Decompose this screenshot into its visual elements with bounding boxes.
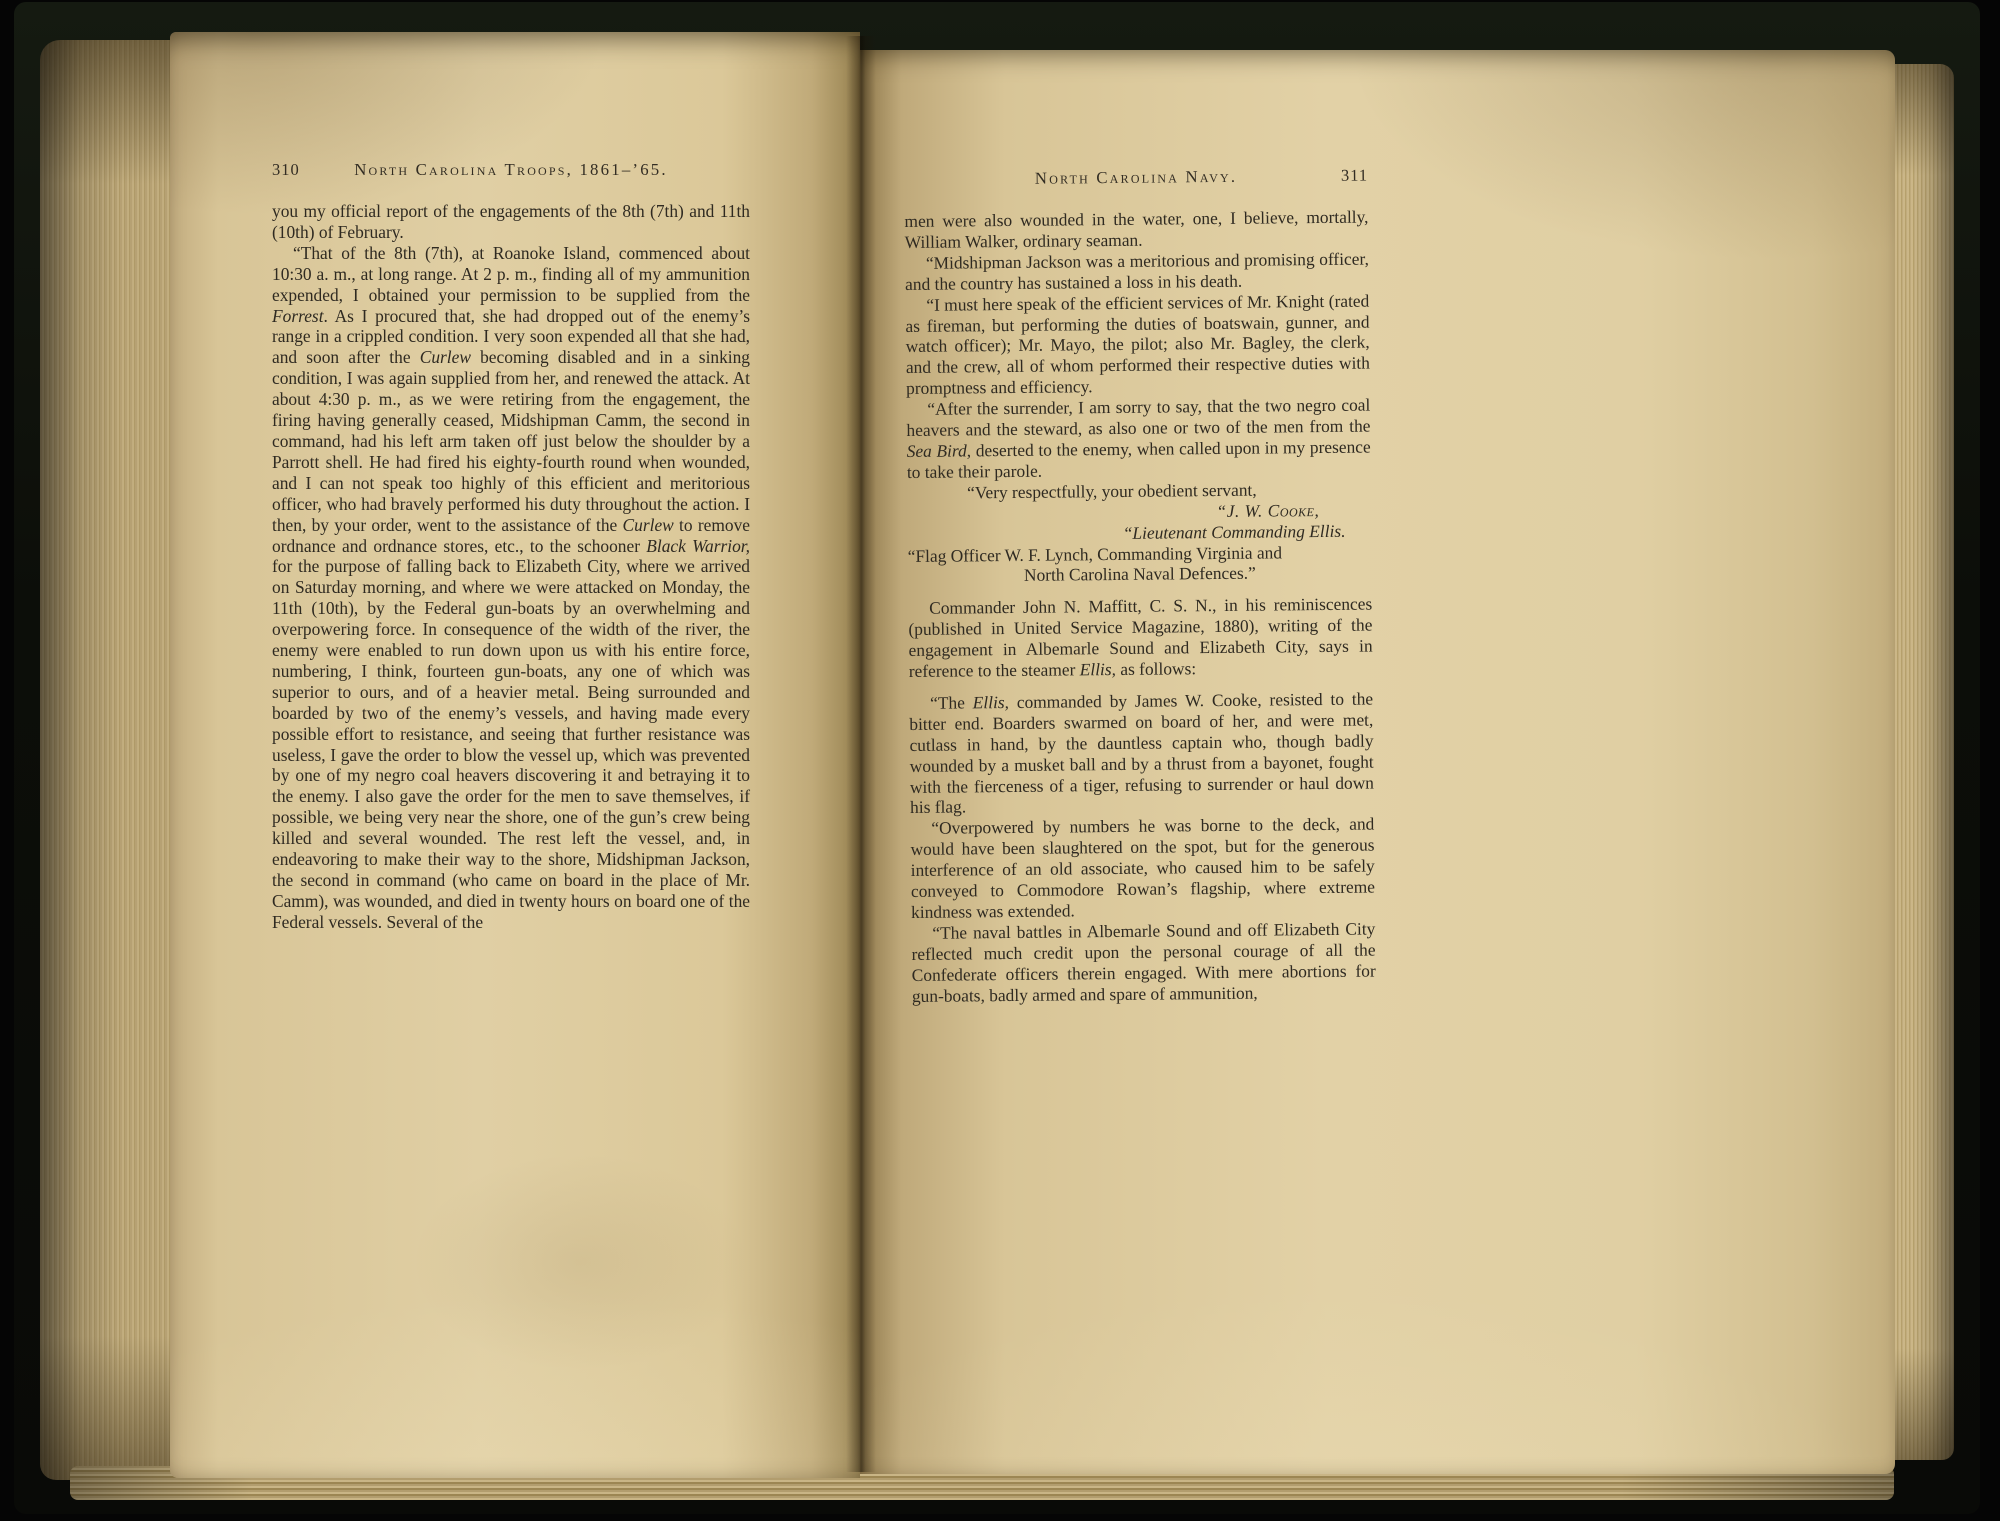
left-page	[170, 32, 860, 1478]
italic-text: Ellis.	[1309, 520, 1346, 541]
paragraph: “That of the 8th (7th), at Roanoke Island, commenced about 10:30 a. m., at long range. At 2 p. m., finding all of my ammunition expended, I obtained your permission to be supplied from the Forrest. As I procured that, she had dropped out of the enemy’s range in a crippled condition. I very soon expended all that she had, and soon after the Curlew becoming disabled and in a sinking condition, I was again supplied from her, and renewed the attack. At about 4:30 p. m., as we were retiring from the engagement, the firing having generally ceased, Midshipman Camm, the second in command, had his left arm taken off just below the shoulder by a Parrott shell. He had fired his eighty-fourth round when wounded, and I can not speak too highly of this efficient and meritorious officer, who had bravely performed his duty throughout the action. I then, by your order, went to the assistance of the Curlew to remove ordnance and ordnance stores, etc., to the schooner Black Warrior, for the purpose of falling back to Elizabeth City, where we arrived on Saturday morning, and where we were attacked on Monday, the 11th (10th), by the Federal gun-boats by an overwhelming and overpowering force. In consequence of the width of the river, the enemy were enabled to run down upon us with his entire force, numbering, I think, fourteen gun-boats, any one of which was superior to ours, and of a heavier metal. Being surrounded and boarded by two of the enemy’s vessels, and having made every possible effort to resistance, and seeing that further resistance was useless, I gave the order to blow the vessel up, which was prevented by one of my negro coal heavers discovering it and betraying it to the enemy. I also gave the order for the men to save themselves, if possible, we being very near the shore, one of the gun’s crew being killed and several wounded. The rest left the vessel, and, in endeavoring to make their way to the shore, Midshipman Jackson, the second in command (who came on board in the place of Mr. Camm), was wounded, and died in twenty hours on board one of the Federal vessels. Several of the	[272, 242, 751, 932]
paragraph: “The naval battles in Albemarle Sound and off Elizabeth City reflected much credit upon the personal courage of all the Confederate officers therein engaged. With mere abortions for gun-boats, badly armed and spare of ammunition,	[911, 918, 1376, 1006]
italic-text: Forrest	[272, 305, 324, 326]
paragraph: Commander John N. Maffitt, C. S. N., in his reminiscences (published in United Service Magazine, 1880), writing of the engagement in Albemarle Sound and Elizabeth City, says in reference to the steamer Ellis, as follows:	[908, 593, 1373, 682]
left-page-body	[272, 201, 750, 933]
left-running-title: North Carolina Troops, 1861–’65.	[354, 160, 668, 179]
right-page	[860, 50, 1895, 1474]
left-page-text	[272, 160, 750, 933]
right-page-body	[904, 207, 1376, 1007]
italic-text: Ellis,	[1079, 659, 1117, 680]
italic-text: Sea Bird,	[906, 440, 972, 461]
italic-text: Black Warrior,	[646, 535, 750, 556]
paragraph: “The Ellis, commanded by James W. Cooke, resisted to the bitter end. Boarders swarmed on board of her, and were met, cutlass in hand, by the dauntless captain who, though badly wounded by a musket ball and by a thrust from a bayonet, fought with the fierceness of a tiger, refusing to surrender or haul down his flag.	[909, 688, 1374, 818]
paragraph: “Overpowered by numbers he was borne to the deck, and would have been slaughtered on the spot, but for the generous interference of an old associate, who caused him to be safely conveyed to Commodore Rowan’s flagship, where extreme kindness was extended.	[910, 813, 1375, 922]
paragraph: North Carolina Naval Defences.”	[1023, 563, 1256, 586]
left-page-edges	[40, 40, 176, 1480]
paragraph: “Very respectfully, your obedient servant,	[966, 479, 1257, 503]
paragraph: men were also wounded in the water, one, I believe, mortally, William Walker, ordinary seaman.	[904, 206, 1369, 252]
book-gutter-shadow	[846, 36, 876, 1472]
italic-text: Curlew	[419, 347, 471, 368]
right-page-edges	[1894, 64, 1954, 1460]
paragraph: “Midshipman Jackson was a meritorious and promising officer, and the country has sustained a loss in his death.	[904, 248, 1369, 294]
paragraph: “Flag Officer W. F. Lynch, Commanding Virginia and	[907, 541, 1283, 566]
italic-text: Curlew	[622, 514, 674, 535]
paper-stain	[410, 1152, 750, 1372]
left-page-number: 310	[272, 160, 300, 179]
paragraph: “I must here speak of the efficient services of Mr. Knight (rated as fireman, but performing the duties of boatswain, gunner, and watch officer); Mr. Mayo, the pilot; also Mr. Bagley, the clerk, and the crew, all of whom performed their respective duties with promptness and efficiency.	[905, 290, 1370, 399]
italic-text: Ellis,	[972, 691, 1010, 713]
paragraph: “After the surrender, I am sorry to say, that the two negro coal heavers and the steward, as also one or two of the men from the Sea Bird, deserted to the enemy, when called upon in my presence to take their parole.	[906, 394, 1371, 482]
right-page-text	[904, 166, 1376, 1007]
right-page-header	[904, 166, 1368, 194]
right-running-title: North Carolina Navy.	[1034, 166, 1238, 188]
paragraph: “Lieutenant Commanding Ellis.	[1122, 520, 1346, 543]
paragraph: “J. W. Cooke,	[1216, 499, 1320, 521]
paragraph: you my official report of the engagements of the 8th (7th) and 11th (10th) of February.	[272, 201, 750, 242]
right-page-number: 311	[1340, 165, 1369, 185]
small-caps-text: Cooke	[1267, 499, 1315, 521]
left-page-header	[272, 160, 750, 184]
